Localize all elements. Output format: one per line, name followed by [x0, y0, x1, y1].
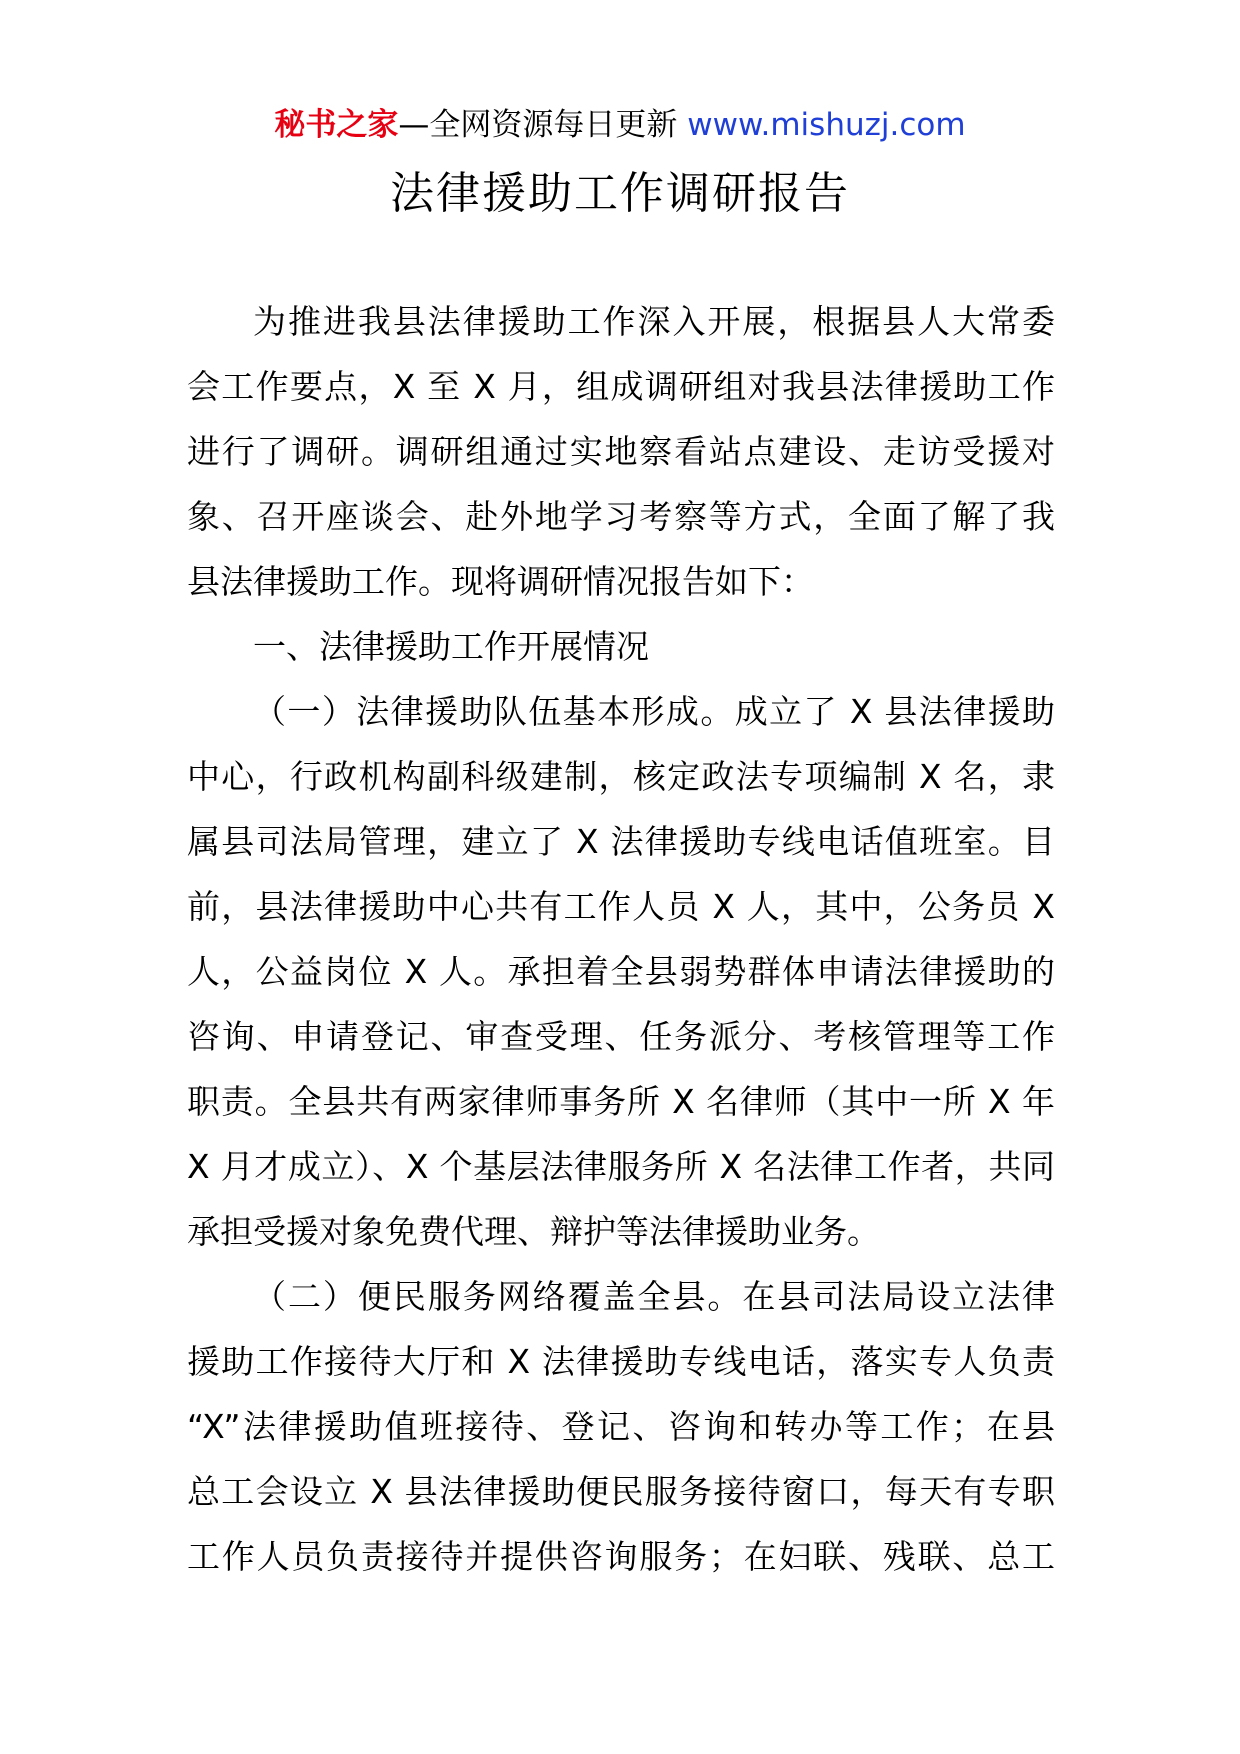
- body-line: 咨询、申请登记、审查受理、任务派分、考核管理等工作: [187, 1017, 1055, 1056]
- body-line: （二）便民服务网络覆盖全县。在县司法局设立法律: [253, 1277, 1055, 1316]
- body-line: 属县司法局管理，建立了 X 法律援助专线电话值班室。目: [187, 822, 1055, 861]
- body-line: 为推进我县法律援助工作深入开展，根据县人大常委: [253, 302, 1055, 341]
- body-line: 工作人员负责接待并提供咨询服务；在妇联、残联、总工: [187, 1537, 1055, 1576]
- document-title: 法律援助工作调研报告: [390, 168, 850, 219]
- body-line: 援助工作接待大厅和 X 法律援助专线电话，落实专人负责: [187, 1342, 1055, 1381]
- body-line: 象、召开座谈会、赴外地学习考察等方式，全面了解了我: [187, 497, 1055, 536]
- body-line: 人，公益岗位 X 人。承担着全县弱势群体申请法律援助的: [187, 952, 1055, 991]
- body-line: 前，县法律援助中心共有工作人员 X 人，其中，公务员 X: [187, 887, 1055, 926]
- site-header: [0, 103, 1240, 147]
- document-body: [187, 289, 1055, 1589]
- body-line: （一）法律援助队伍基本形成。成立了 X 县法律援助: [253, 692, 1055, 731]
- body-line: 会工作要点，X 至 X 月，组成调研组对我县法律援助工作: [187, 367, 1055, 406]
- body-line: “X”法律援助值班接待、登记、咨询和转办等工作；在县: [187, 1407, 1055, 1446]
- body-line: 承担受援对象免费代理、辩护等法律援助业务。: [187, 1212, 880, 1251]
- body-line: 县法律援助工作。现将调研情况报告如下：: [187, 562, 814, 601]
- body-line: 总工会设立 X 县法律援助便民服务接待窗口，每天有专职: [187, 1472, 1055, 1511]
- site-slogan: —全网资源每日更新: [398, 107, 688, 143]
- body-line: 中心，行政机构副科级建制，核定政法专项编制 X 名，隶: [187, 757, 1055, 796]
- body-line: 一、法律援助工作开展情况: [253, 627, 649, 666]
- body-line: 职责。全县共有两家律师事务所 X 名律师（其中一所 X 年: [187, 1082, 1055, 1121]
- site-brand: 秘书之家: [274, 107, 399, 143]
- body-line: 进行了调研。调研组通过实地察看站点建设、走访受援对: [187, 432, 1055, 471]
- site-url: www.mishuzj.com: [687, 107, 966, 143]
- body-line: X 月才成立）、X 个基层法律服务所 X 名法律工作者，共同: [187, 1147, 1055, 1186]
